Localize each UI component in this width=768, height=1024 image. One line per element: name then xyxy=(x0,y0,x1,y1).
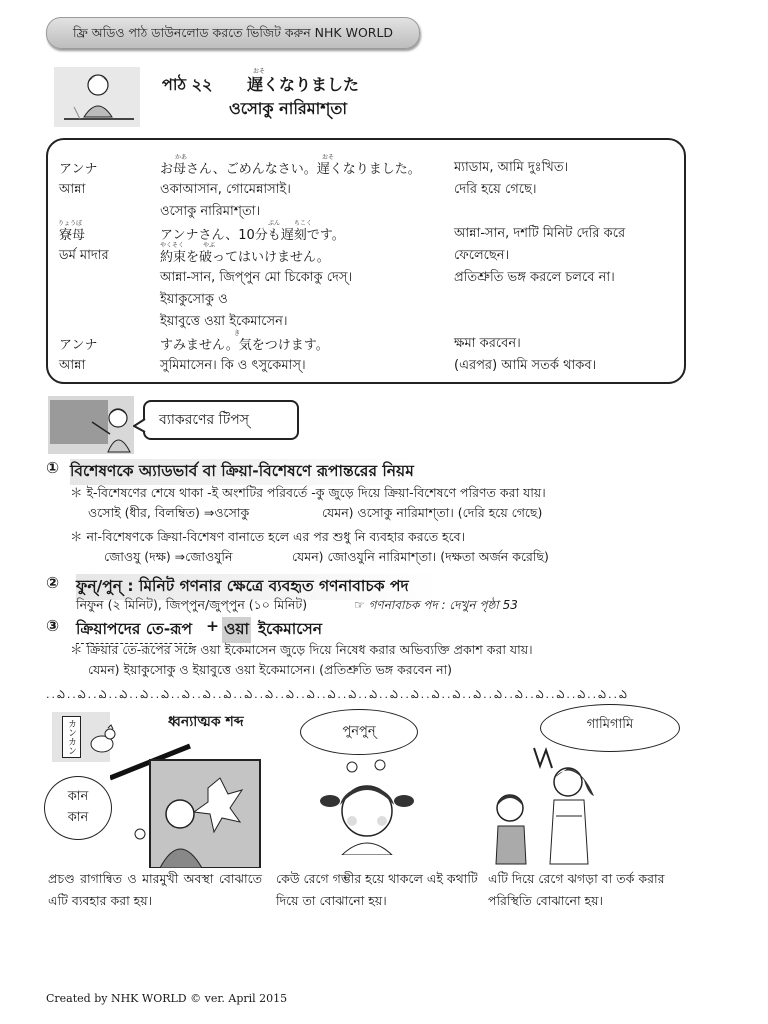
dialog-speaker-8: アンナ xyxy=(59,338,98,353)
dialog-bn-5: প্রতিশ্রুতি ভঙ্গ করলে চলবে না। xyxy=(454,270,615,285)
section-3-title-wa: ওয়া xyxy=(222,617,251,643)
section-3-title-te-form: ক্রিয়াপদের তে-রূপ xyxy=(76,617,192,644)
footer-credit: Created by NHK WORLD © ver. April 2015 xyxy=(46,992,288,1005)
lesson-title-reading: ওসোকু নারিমাশ্‌তা xyxy=(229,99,348,118)
grammar-tips-bubble: ব্যাকরণের টিপস্‌ xyxy=(143,400,299,440)
dialog-bn-3: আন্না-সান, দশটি মিনিট দেরি করে xyxy=(454,226,626,241)
dialog-speaker-9: আন্না xyxy=(59,358,86,373)
student-illustration xyxy=(54,67,140,127)
dialog-jp-9: সুমিমাসেন। কি ও ৎসুকেমাস্‌। xyxy=(160,358,306,373)
dialog-bn-9: (এরপর) আমি সতর্ক থাকব। xyxy=(454,358,597,373)
pouting-girl-illustration xyxy=(312,755,422,855)
ruby-ki: き xyxy=(234,330,241,337)
dialog-jp-1: ওকাআসান, গোমেন্নাসাই। xyxy=(160,182,291,197)
section-1-example-a: ওসোই (ধীর, বিলম্বিত) ⇒ওসোকু xyxy=(88,505,250,520)
audio-download-banner[interactable]: ফ্রি অডিও পাঠ ডাউনলোড করতে ভিজিট করুন NHK WORLD xyxy=(46,17,420,49)
onomatopoeia-title: ধ্বন্যাত্মক শব্দ xyxy=(168,714,244,730)
section-1-example-c: জোওযু (দক্ষ) ⇒জোওযুনি xyxy=(104,549,233,564)
bubble-tail xyxy=(133,418,146,434)
section-1-title: বিশেষণকে অ্যাডভার্ব বা ক্রিয়া-বিশেষণে রূপান্তরের নিয়ম xyxy=(70,459,424,485)
ruby-chikoku: ちこく xyxy=(294,220,313,227)
dialog-bn-1: দেরি হয়ে গেছে। xyxy=(454,182,537,197)
ruby-oso1: おそ xyxy=(322,154,335,161)
caption-gamigami: এটি দিয়ে রেগে ঝগড়া বা তর্ক করার পরিস্থিতি বোঝানো হয়। xyxy=(488,871,665,908)
ruby-yabu: やぶ xyxy=(203,242,216,249)
lesson-title-japanese: 遅くなりました xyxy=(247,75,360,94)
section-2-line-1: নিফুন (২ মিনিট), জিপ্‌পুন/জুপ্‌পুন (১০ মিনিট) xyxy=(76,597,308,612)
ruby-haha: かあ xyxy=(175,154,188,161)
speech-bubble-punpun: পুনপুন্‌ xyxy=(300,709,418,755)
dialog-jp-6: ইয়াকুসোকু ও xyxy=(160,292,228,307)
caption-kankan: প্রচণ্ড রাগান্বিত ও মারমুখী অবস্থা বোঝাতে এটি ব্যবহার করা হয়। xyxy=(48,871,262,908)
dialog-bn-0: ম্যাডাম, আমি দুঃখিত। xyxy=(454,160,569,175)
section-2-title: ফুন্‌/পুন্‌ : মিনিট গণনার ক্ষেত্রে ব্যবহৃত গণনাবাচক পদ xyxy=(76,574,439,600)
section-3-line-1: ＊ ক্রিয়ার তে-রূপের সঙ্গে ওয়া ইকেমাসেন জুড়ে দিয়ে নিষেধ করার অভিব্যক্তি প্রকাশ করা যায়। xyxy=(70,642,533,657)
ruby-yakusoku: やくそく xyxy=(160,242,185,249)
section-3-title-ikemasen: ইকেমাসেন xyxy=(258,620,322,638)
dialog-speaker-4: ডর্ম মাদার xyxy=(59,248,109,263)
angry-man-illustration xyxy=(110,738,270,868)
section-2-number: ② xyxy=(46,574,60,592)
scolding-mother-illustration xyxy=(488,736,618,868)
section-1-example-d: যেমন) জোওযুনি নারিমাশ্‌তা। (দক্ষতা অর্জন করেছি) xyxy=(292,549,549,564)
section-3-title-plus: + xyxy=(206,617,219,635)
teacher-illustration xyxy=(48,396,134,454)
dialog-jp-4: 約束を破ってはいけません。 xyxy=(160,250,330,265)
section-1-number: ① xyxy=(46,459,60,477)
ruby-ryobo: りょうぼ xyxy=(58,220,83,227)
dialog-speaker-3: 寮母 xyxy=(59,228,86,243)
dialog-bn-8: ক্ষমা করবেন। xyxy=(454,336,521,351)
dialog-speaker-1: আন্না xyxy=(59,182,86,197)
dialog-speaker-0: アンナ xyxy=(59,162,98,177)
section-2-note: ☞ গণনাবাচক পদ : দেখুন পৃষ্ঠা 53 xyxy=(354,598,518,612)
dialog-jp-5: আন্না-সান, জিপ্‌পুন মো চিকোকু দেস্‌। xyxy=(160,270,353,285)
section-3-number: ③ xyxy=(46,617,60,635)
section-1-example-b: যেমন) ওসোকু নারিমাশ্‌তা। (দেরি হয়ে গেছে) xyxy=(322,505,543,520)
ruby-oso: おそ xyxy=(253,68,266,75)
dialog-jp-0: お母さん、ごめんなさい。遅くなりました。 xyxy=(160,162,421,177)
card-text: カンカン xyxy=(62,716,81,758)
speech-bubble-kankan: কান কান xyxy=(44,776,112,840)
lesson-number: পাঠ ২২ xyxy=(162,75,213,94)
decorative-divider: ..ఎ..ఎ..ఎ..ఎ..ఎ..ఎ..ఎ..ఎ..ఎ..ఎ..ఎ..ఎ..ఎ..ఎ..ఎ..ఎ..ఎ..ఎ..ఎ..ఎ..ఎ..ఎ..ఎ..ఎ..ఎ..ఎ..ఎ..ఎ xyxy=(46,688,629,701)
section-1-line-3: ＊ না-বিশেষণকে ক্রিয়া-বিশেষণ বানাতে হলে এর পর শুধু নি ব্যবহার করতে হবে। xyxy=(70,529,466,544)
dialog-bn-4: ফেলেছেন। xyxy=(454,248,510,263)
ruby-fun: ぷん xyxy=(268,220,281,227)
dialog-jp-3: アンナさん、10分も遅刻です。 xyxy=(160,228,345,243)
speech-bubble-gamigami: গামিগামি xyxy=(540,704,680,752)
dialog-jp-8: すみません。気をつけます。 xyxy=(160,338,329,353)
dialog-jp-7: ইয়াবুত্তে ওয়া ইকেমাসেন। xyxy=(160,314,288,329)
caption-punpun: কেউ রেগে গম্ভীর হয়ে থাকলে এই কথাটি দিয়ে তা বোঝানো হয়। xyxy=(276,871,478,908)
section-1-line-1: ＊ ই-বিশেষণের শেষে থাকা -ই অংশটির পরিবর্তে -কু জুড়ে দিয়ে ক্রিয়া-বিশেষণে পরিণত করা যায়। xyxy=(70,485,546,500)
dialog-jp-2: ওসোকু নারিমাশ্‌তা। xyxy=(160,204,261,219)
section-3-line-2: যেমন) ইয়াকুসোকু ও ইয়াবুত্তে ওয়া ইকেমাসেন। (প্রতিশ্রুতি ভঙ্গ করবেন না) xyxy=(88,662,453,677)
